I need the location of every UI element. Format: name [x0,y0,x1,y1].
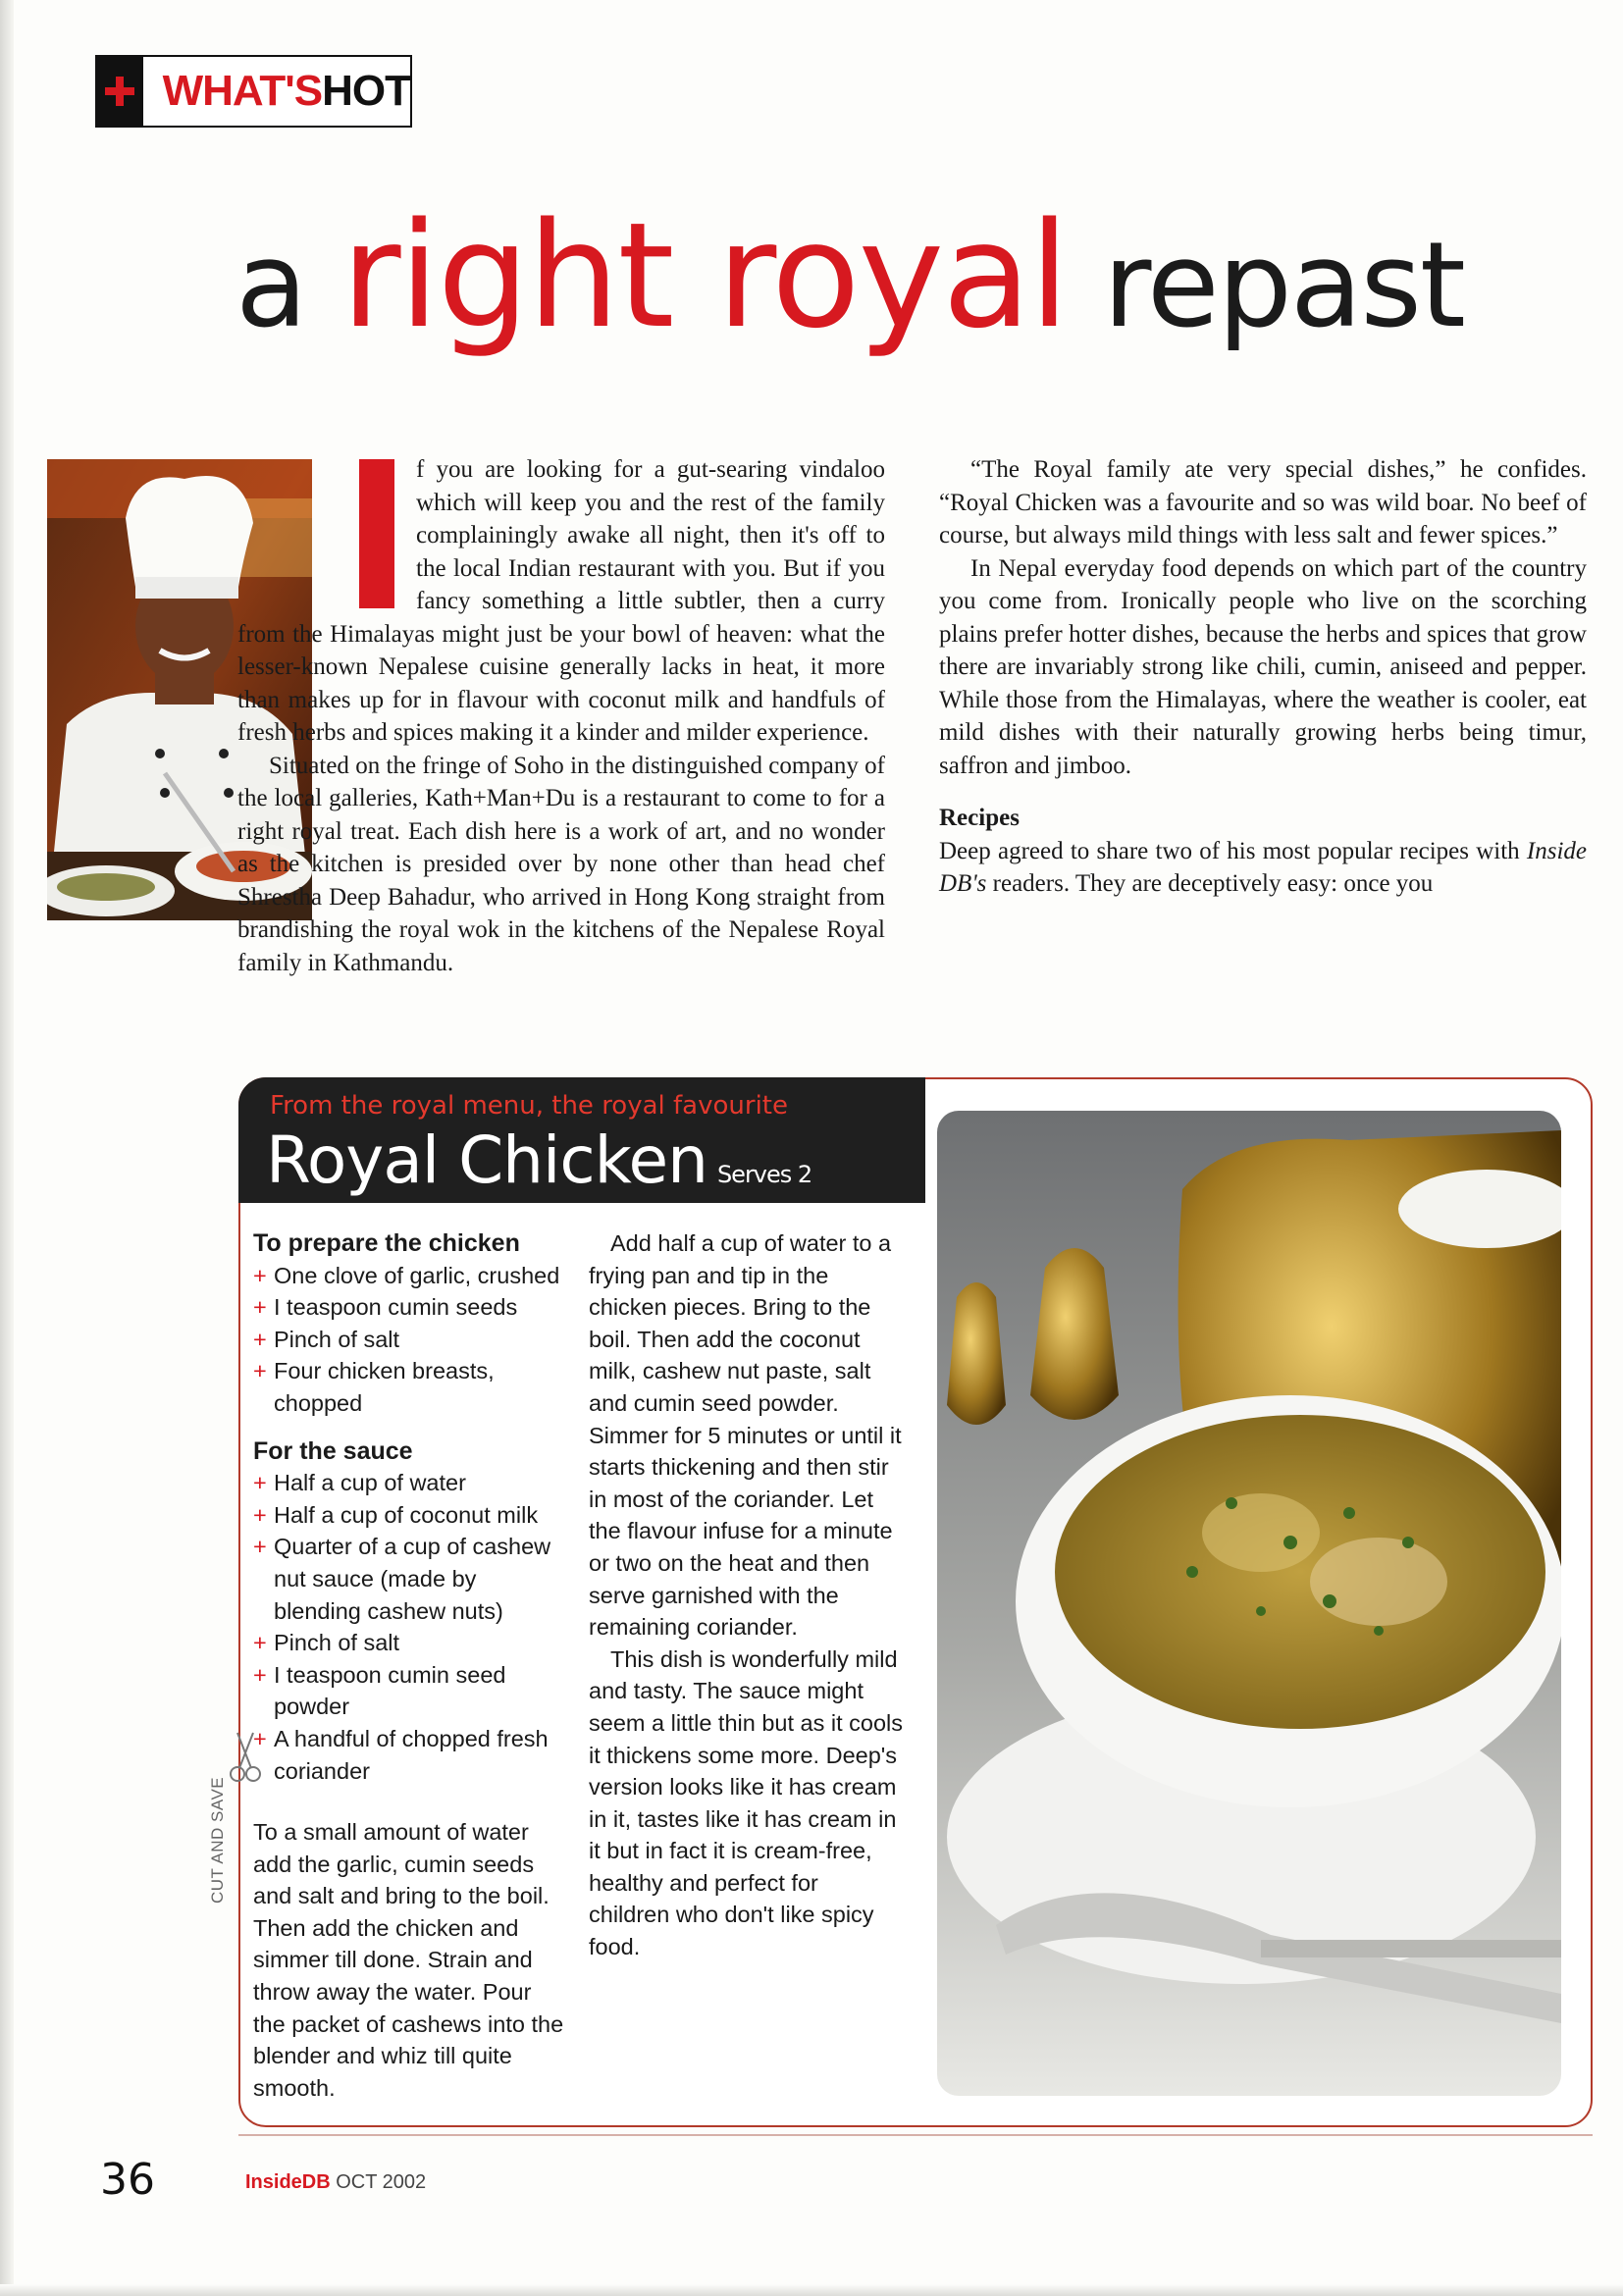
prepare-ingredient [253,1260,567,1292]
ingredient-text: Pinch of salt [274,1326,400,1352]
publication-footer [245,2171,426,2194]
article-paragraph-1: f you are looking for a gut-searing vindaloo which will keep you and the rest of the family complainingly awake all night, then it's off to the local Indian restaurant with you. But if you fancy something a little subtler, then a curry from the Himalayas might just be your bowl of heaven: what the lesser-known Nepalese cuisine generally lacks in heat, it more than makes up for in flavour with coconut milk and handfuls of fresh herbs and spices making it a kinder and milder experience. [237,456,885,746]
ingredient-text: I teaspoon cumin seeds [274,1294,518,1321]
plus-bullet-icon: + [253,1294,267,1321]
plus-bullet-icon: + [253,1534,267,1560]
article-paragraph-4: In Nepal everyday food depends on which part of the country you come from. Ironically people who live on the scorching plains prefer hotter dishes, because the herbs and spices that grow there are invariably strong like chili, cumin, aniseed and pepper. While those from the Himalayas, where the weather is cooler, eat mild dishes with their naturally growing herbs being timur, saffron and jimboo. [939,554,1587,779]
ingredient-text: Half a cup of water [274,1470,466,1496]
dish-photo [937,1111,1561,2096]
plus-bullet-icon: + [253,1470,267,1496]
plus-bullet-icon: + [253,1501,267,1528]
sauce-ingredient [253,1531,567,1627]
article-paragraph-2-text: Situated on the fringe of Soho in the distinguished company of the local galleries, Kath+Man+Du is a restaurant to come to for a right royal treat. Each dish here is a work of art, and no wonder as the kitchen is presided over by none other than head chef Shrestha Deep Bahadur, who arrived in Hong Kong straight from brandishing the royal wok in the kitchens of the Nepalese Royal family in Kathmandu. [237,752,885,976]
prepare-ingredient [253,1324,567,1356]
ingredient-text: A handful of chopped fresh coriander [274,1725,549,1784]
recipe-column-1 [253,1227,567,2104]
recipe-column-2 [589,1227,905,1963]
recipe-serves: Serves 2 [716,1161,812,1188]
prepare-ingredient [253,1291,567,1324]
spacer [253,1787,567,1816]
article-column-1 [237,453,885,979]
article-column-2 [939,453,1587,901]
ingredient-text: One clove of garlic, crushed [274,1262,560,1288]
sauce-ingredient [253,1723,567,1787]
sauce-ingredient [253,1627,567,1659]
page-bottom-shadow [0,2284,1623,2296]
plus-bullet-icon: + [253,1262,267,1288]
paragraph-5-text: Deep agreed to share two of his most popular recipes with [939,837,1527,864]
recipe-kicker: From the royal menu, the royal favourite [270,1091,788,1121]
article-headline [236,191,1511,397]
page-edge-shadow [0,0,14,2296]
headline-part-a: a [236,218,341,354]
plus-bullet-icon: + [253,1358,267,1384]
method-paragraph-3: This dish is wonderfully mild and tasty. The sauce might seem a little thin but as it cools it thickens some more. Deep's version looks like it has cream in it, tastes like it has cream in it but in fact it is cream-free, healthy and perfect for children who don't like spicy food. [589,1645,904,1960]
article-paragraph-2 [237,750,885,980]
ingredient-text: Quarter of a cup of cashew nut sauce (made by blending cashew nuts) [274,1534,551,1624]
section-tag-word-whats: WHAT'S [162,67,323,115]
sauce-heading: For the sauce [253,1436,413,1465]
method-paragraph-1: To a small amount of water add the garlic, cumin seeds and salt and bring to the boil. Then add the chicken and simmer till done. Strain and throw away the water. Pour the packet of cashews into the blender and whiz till quite smooth. [253,1819,564,2101]
recipes-heading: Recipes [939,805,1020,831]
method-paragraph-2: Add half a cup of water to a frying pan and tip in the chicken pieces. Bring to the boil. Then add the coconut milk, cashew nut paste, salt and cumin seed powder. Simmer for 5 minutes or until it starts thickening and then stir in most of the coriander. Let the flavour infuse for a minute or two on the heat and then serve garnished with the remaining coriander. [589,1230,902,1641]
section-tag [95,55,412,128]
page-number: 36 [100,2155,155,2205]
recipe-header [238,1077,925,1203]
dropcap [357,459,396,608]
spacer [253,1420,567,1435]
recipe-title [266,1122,812,1198]
headline-part-right-royal: right royal [340,191,1069,360]
publication-name: Inside DB's [939,837,1587,897]
footer-issue: OCT 2002 [330,2171,427,2193]
sauce-ingredient [253,1659,567,1723]
sauce-ingredient [253,1467,567,1499]
paragraph-5-continuation: readers. They are deceptively easy: once you [986,870,1434,897]
headline-part-repast: repast [1068,218,1464,354]
ingredient-text: Pinch of salt [274,1630,400,1656]
prepare-heading: To prepare the chicken [253,1229,520,1257]
article-paragraph-5 [939,835,1587,901]
scissors-icon [226,1727,265,1943]
plus-bullet-icon: + [253,1630,267,1656]
plus-bullet-icon: + [253,1661,267,1688]
plus-bullet-icon: + [253,1725,267,1751]
prepare-ingredient [253,1355,567,1419]
article-paragraph-3: “The Royal family ate very special dishes,” he confides. “Royal Chicken was a favourite and so was wild boar. No beef of course, but always mild things with less salt and fewer spices.” [939,456,1587,548]
sauce-ingredient [253,1499,567,1532]
footer-rule [238,2134,1593,2136]
section-tag-word-hot: HOT [322,67,410,115]
section-tag-label [143,57,410,126]
recipe-title-text: Royal Chicken [266,1122,707,1198]
cut-and-save-label: CUT AND SAVE [208,1776,227,1904]
footer-brand: InsideDB [245,2171,331,2193]
ingredient-text: I teaspoon cumin seed powder [274,1661,506,1720]
plus-bullet-icon: + [253,1326,267,1352]
ingredient-text: Four chicken breasts, chopped [274,1358,495,1416]
cross-icon [97,57,143,126]
ingredient-text: Half a cup of coconut milk [274,1501,539,1528]
